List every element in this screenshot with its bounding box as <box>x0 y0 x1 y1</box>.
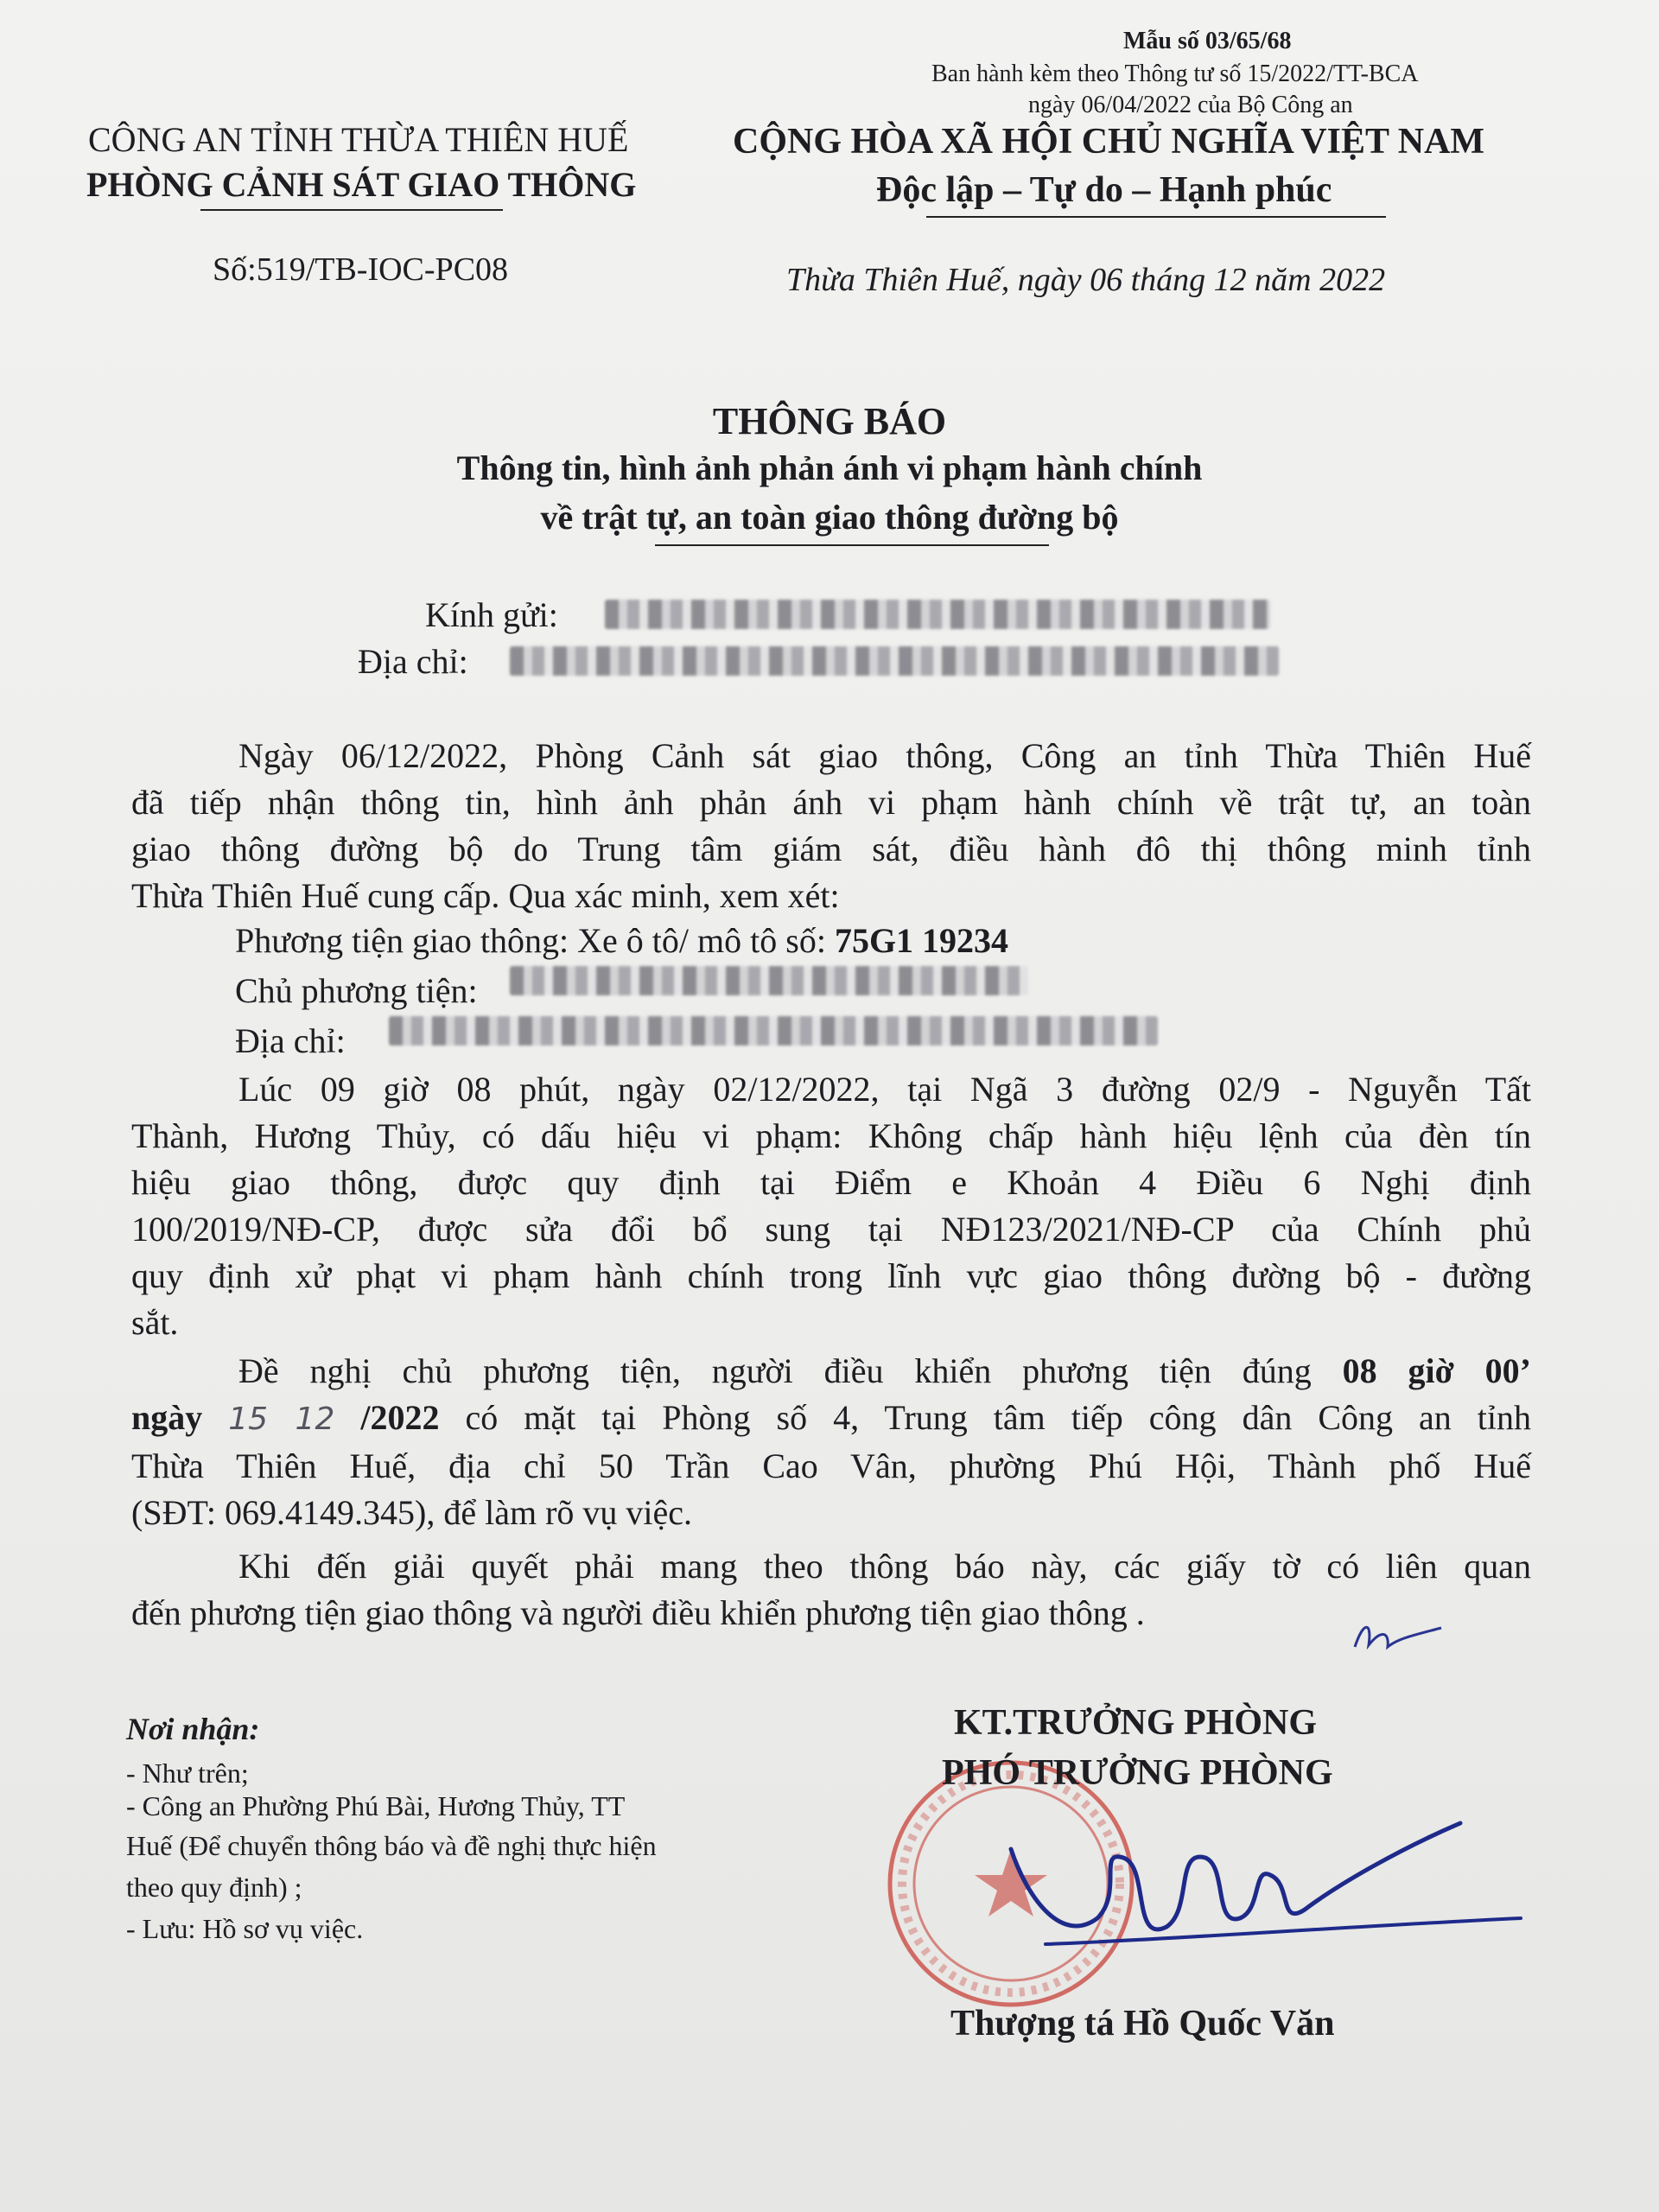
recipient-label: Kính gửi: <box>425 595 558 634</box>
form-issued-line-1: Ban hành kèm theo Thông tư số 15/2022/TT-BCA <box>931 60 1419 87</box>
paragraph-intro <box>131 733 1531 919</box>
text-line: Ngày 06/12/2022, Phòng Cảnh sát giao thông, Công an tỉnh Thừa Thiên Huế <box>238 736 1531 775</box>
document-subtitle-1: Thông tin, hình ảnh phản ánh vi phạm hành chính <box>456 448 1203 487</box>
handwritten-initial <box>1346 1612 1450 1664</box>
text-line: đã tiếp nhận thông tin, hình ảnh phản ánh vi phạm hành chính về trật tự, an toàn <box>131 783 1531 822</box>
title-underline <box>655 544 1049 546</box>
summons-time: 08 giờ 00’ <box>1342 1351 1531 1390</box>
summons-text: Đề nghị chủ phương tiện, người điều khiển phương tiện đúng <box>238 1351 1343 1390</box>
summons-date-label: ngày <box>131 1398 203 1437</box>
text-line: 100/2019/NĐ-CP, được sửa đổi bổ sung tại NĐ123/2021/NĐ-CP của Chính phủ <box>131 1210 1531 1249</box>
department-name: PHÒNG CẢNH SÁT GIAO THÔNG <box>86 165 637 204</box>
redacted-recipient-address <box>510 646 1279 676</box>
nation-motto: Độc lập – Tự do – Hạnh phúc <box>876 170 1332 210</box>
owner-label: Chủ phương tiện: <box>235 971 478 1010</box>
signature-title-1: KT.TRƯỞNG PHÒNG <box>954 1703 1317 1743</box>
text-line: (SĐT: 069.4149.345), để làm rõ vụ việc. <box>131 1493 693 1532</box>
text-line: Thừa Thiên Huế, địa chỉ 50 Trần Cao Vân, phường Phú Hội, Thành phố Huế <box>131 1446 1531 1485</box>
redacted-recipient-name <box>605 600 1270 629</box>
document-title: THÔNG BÁO <box>712 400 947 442</box>
receiver-item: theo quy định) ; <box>126 1872 302 1903</box>
receiver-item: - Công an Phường Phú Bài, Hương Thủy, TT <box>126 1790 626 1821</box>
text-line: đến phương tiện giao thông và người điều khiển phương tiện giao thông . <box>131 1593 1145 1632</box>
paragraph-violation <box>131 1066 1531 1346</box>
summons-place: có mặt tại Phòng số 4, Trung tâm tiếp công dân Công an tỉnh <box>439 1398 1532 1437</box>
paragraph-summons <box>131 1348 1531 1536</box>
vehicle-label: Phương tiện giao thông: Xe ô tô/ mô tô số: <box>235 921 835 960</box>
text-line: sắt. <box>131 1303 179 1342</box>
document-number: Số:519/TB-IOC-PC08 <box>213 251 509 288</box>
text-line: Khi đến giải quyết phải mang theo thông báo này, các giấy tờ có liên quan <box>238 1547 1531 1586</box>
vehicle-plate: 75G1 19234 <box>834 921 1009 960</box>
place-date: Thừa Thiên Huế, ngày 06 tháng 12 năm 2022 <box>786 262 1386 298</box>
text-line: Lúc 09 giờ 08 phút, ngày 02/12/2022, tại Ngã 3 đường 02/9 - Nguyễn Tất <box>238 1070 1531 1109</box>
text-line: hiệu giao thông, được quy định tại Điểm e Khoản 4 Điều 6 Nghị định <box>131 1163 1531 1202</box>
text-line: Thừa Thiên Huế cung cấp. Qua xác minh, xem xét: <box>131 876 840 915</box>
agency-name: CÔNG AN TỈNH THỪA THIÊN HUẾ <box>88 120 629 159</box>
handwritten-date: 15 12 <box>228 1402 335 1437</box>
receiver-item: - Lưu: Hồ sơ vụ việc. <box>126 1913 364 1944</box>
motto-underline <box>926 216 1386 218</box>
redacted-owner-name <box>510 966 1028 995</box>
summons-year: /2022 <box>360 1398 440 1437</box>
vehicle-info <box>235 918 1008 964</box>
receiver-item: Huế (Để chuyển thông báo và đề nghị thực hiện <box>126 1830 657 1861</box>
text-line <box>131 1348 1531 1395</box>
owner-info <box>235 968 478 1014</box>
owner-address-label: Địa chỉ: <box>235 1021 346 1060</box>
paragraph-requirements <box>131 1543 1531 1637</box>
nation-title: CỘNG HÒA XÃ HỘI CHỦ NGHĨA VIỆT NAM <box>733 122 1485 162</box>
signer-name: Thượng tá Hồ Quốc Văn <box>950 2004 1335 2044</box>
owner-address-info <box>235 1018 346 1065</box>
document-subtitle-2: về trật tự, an toàn giao thông đường bộ <box>540 498 1119 537</box>
form-issued-line-2: ngày 06/04/2022 của Bộ Công an <box>1028 92 1353 118</box>
receivers-title: Nơi nhận: <box>126 1712 260 1746</box>
text-line: quy định xử phạt vi phạm hành chính trong lĩnh vực giao thông đường bộ - đường <box>131 1256 1531 1295</box>
recipient-address-label: Địa chỉ: <box>358 642 468 681</box>
receiver-item: - Như trên; <box>126 1758 249 1789</box>
form-number: Mẫu số 03/65/68 <box>1123 28 1292 54</box>
signature-title-2: PHÓ TRƯỞNG PHÒNG <box>942 1753 1333 1793</box>
text-line <box>131 1395 1531 1443</box>
redacted-owner-address <box>389 1016 1158 1046</box>
department-underline <box>200 209 503 211</box>
handwritten-signature <box>994 1797 1529 1996</box>
text-line: giao thông đường bộ do Trung tâm giám sát, điều hành đô thị thông minh tỉnh <box>131 830 1531 868</box>
text-line: Thành, Hương Thủy, có dấu hiệu vi phạm: Không chấp hành hiệu lệnh của đèn tín <box>131 1116 1531 1155</box>
